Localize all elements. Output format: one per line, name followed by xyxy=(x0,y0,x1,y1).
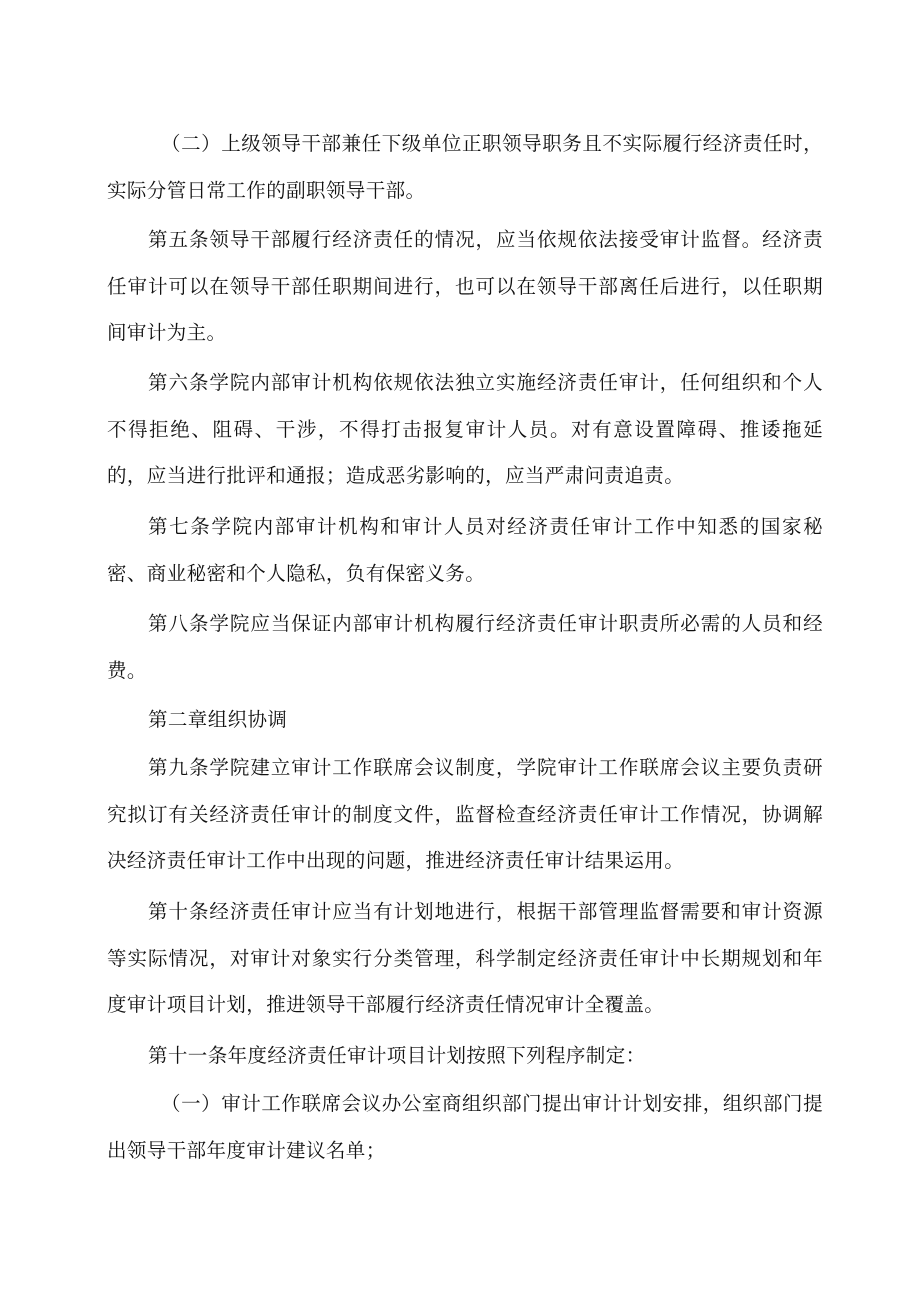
paragraph-article-5: 第五条领导干部履行经济责任的情况，应当依规依法接受审计监督。经济责任审计可以在领导干部任职期间进行，也可以在领导干部离任后进行，以任职期间审计为主。 xyxy=(107,228,823,344)
paragraph-article-10: 第十条经济责任审计应当有计划地进行，根据干部管理监督需要和审计资源等实际情况，对审计对象实行分类管理，科学制定经济责任审计中长期规划和年度审计项目计划，推进领导干部履行经济责任情况审计全覆盖。 xyxy=(107,900,823,1016)
paragraph-item-1-clause: （一）审计工作联席会议办公室商组织部门提出审计计划安排，组织部门提出领导干部年度审计建议名单； xyxy=(107,1092,823,1162)
paragraph-article-6: 第六条学院内部审计机构依规依法独立实施经济责任审计，任何组织和个人不得拒绝、阻碍、干涉，不得打击报复审计人员。对有意设置障碍、推诿拖延的，应当进行批评和通报；造成恶劣影响的，应当严肃问责追责。 xyxy=(107,371,823,487)
paragraph-article-11: 第十一条年度经济责任审计项目计划按照下列程序制定： xyxy=(148,1044,646,1067)
paragraph-item-2-clause: （二）上级领导干部兼任下级单位正职领导职务且不实际履行经济责任时，实际分管日常工作的副职领导干部。 xyxy=(107,132,823,202)
paragraph-article-9: 第九条学院建立审计工作联席会议制度，学院审计工作联席会议主要负责研究拟订有关经济责任审计的制度文件，监督检查经济责任审计工作情况，协调解决经济责任审计工作中出现的问题，推进经济责任审计结果运用。 xyxy=(107,756,823,872)
paragraph-article-8: 第八条学院应当保证内部审计机构履行经济责任审计职责所必需的人员和经费。 xyxy=(107,612,823,682)
chapter-heading: 第二章组织协调 xyxy=(148,708,288,731)
paragraph-article-7: 第七条学院内部审计机构和审计人员对经济责任审计工作中知悉的国家秘密、商业秘密和个人隐私，负有保密义务。 xyxy=(107,515,823,585)
